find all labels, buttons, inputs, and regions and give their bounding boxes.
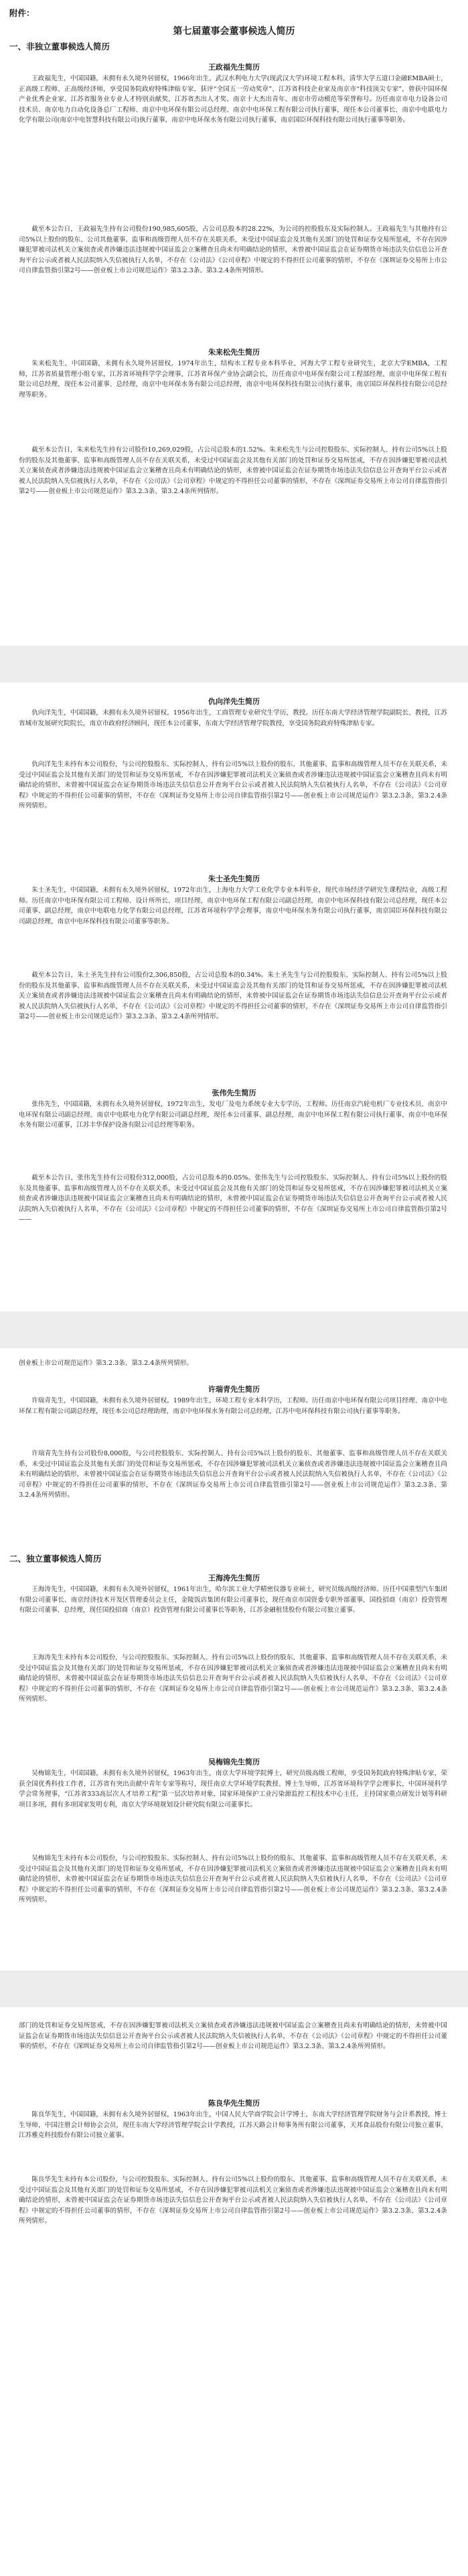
candidate-heading: 仇向洋先生简历 bbox=[208, 697, 260, 706]
candidate-heading: 王政福先生简历 bbox=[208, 63, 260, 72]
candidate-bio: 朱来松先生，中国国籍，未拥有永久境外居留权，1974年出生，结构水工程专业本科毕业，河海大学工程专业研究生，北京大学EMBA，工程师，江苏省质量管理小组专家，江苏省环境科学学会理事，江苏省环保产业协会副会长，历任南京中电环保有限公司工程部经理、南京中电环保工程有限公司总经理，现任本公司董事、总经理，南京中电环保水务有限公司总经理，南京中电环保科技有限公司执行董事，南京国臣环保科技有限公司总经理等职务。 bbox=[19, 360, 447, 399]
document-title: 第七届董事会董事候选人简历 bbox=[173, 26, 295, 37]
candidate-bio: 吴梅锦先生，中国国籍，未拥有永久境外居留权，1963年出生，南京大学环境学院博士，研究员级高级工程师，享受国务院政府特殊津贴专家，荣获全国优秀科技工作者，江苏省有突出贡献中青年专家等称号，现任南京大学环境学院教授、博士生导师，江苏省环境科学学会理事长，中国环境科学学会常务理事，“江苏省333高层次人才培养工程”第一层次培养对象，国家环境保护工业污染源监控工程技术中心主任，主持国家重点研发计划等科研项目多项，拥有多项国家发明专利，南京大学环境规划设计研究院有限公司董事长。 bbox=[19, 1770, 447, 1809]
attachment-label: 附件： bbox=[9, 8, 35, 18]
candidate-holdings: 许瑞青先生持有公司股份8,000股，与公司控股股东、实际控制人、持有公司5%以上股份的股东、其他董事、监事和高级管理人员不存在关联关系，未受过中国证监会及其他有关部门的处罚和证券交易所惩戒，不存在因涉嫌犯罪被司法机关立案侦查或者涉嫌违法违规被中国证监会立案稽查且尚未有明确结论的情形，未曾被中国证监会在证券期货市场违法失信信息公开查询平台公示或者被人民法院纳入失信被执行人名单，不存在《公司法》《公司章程》中规定的不得担任公司董事的情形，不存在《深圳证券交易所上市公司自律监管指引第2号——创业板上市公司规范运作》第3.2.3条、第3.2.4条所列情形。 bbox=[19, 1450, 447, 1499]
candidate-holdings: 截至本公告日，朱来松先生持有公司股份10,269,029股，占公司总股本的1.52%。朱来松先生与公司控股股东、实际控制人、持有公司5%以上股份的股东及其他董事、监事和高级管理人员不存在关联关系，未受过中国证监会及其他有关部门的处罚和证券交易所惩戒，不存在因涉嫌犯罪被司法机关立案侦查或者涉嫌违法违规被中国证监会立案稽查且尚未有明确结论的情形，未曾被中国证监会在证券期货市场违法失信信息公开查询平台公示或者被人民法院纳入失信被执行人名单，不存在《公司法》《公司章程》中规定的不得担任公司董事的情形，不存在《深圳证券交易所上市公司自律监管指引第2号——创业板上市公司规范运作》第3.2.3条、第3.2.4条所列情形。 bbox=[19, 446, 447, 496]
candidate-holdings: 陈良华先生未持有本公司股份，与公司控股股东、实际控制人、持有公司5%以上股份的股东、其他董事、监事和高级管理人员不存在关联关系，未受过中国证监会及其他有关部门的处罚和证券交易所惩戒，不存在因涉嫌犯罪被司法机关立案侦查或者涉嫌违法违规被中国证监会立案稽查且尚未有明确结论的情形，未曾被中国证监会在证券期货市场违法失信信息公开查询平台公示或者被人民法院纳入失信被执行人名单，不存在《公司法》《公司章程》中规定的不得担任公司董事的情形，不存在《深圳证券交易所上市公司自律监管指引第2号——创业板上市公司规范运作》第3.2.3条、第3.2.4条所列情形。 bbox=[19, 2176, 447, 2225]
section-2-title: 二、独立董事候选人简历 bbox=[9, 1554, 102, 1564]
page-gap-3 bbox=[0, 1970, 468, 2007]
candidate-holdings: 吴梅锦先生未持有本公司股份，与公司控股股东、实际控制人、持有公司5%以上股份的股东、其他董事、监事和高级管理人员不存在关联关系，未受过中国证监会及其他有关部门的处罚和证券交易所惩戒，不存在因涉嫌犯罪被司法机关立案侦查或者涉嫌违法违规被中国证监会立案稽查且尚未有明确结论的情形，未曾被中国证监会在证券期货市场违法失信信息公开查询平台公示或者被人民法院纳入失信被执行人名单，不存在《公司法》《公司章程》中规定的不得担任公司董事的情形，不存在《深圳证券交易所上市公司自律监管指引第2号——创业板上市公司规范运作》第3.2.3条、第3.2.4条所列情形。 bbox=[19, 1855, 447, 1904]
candidate-holdings: 王海涛先生未持有本公司股份，与公司控股股东、实际控制人、持有公司5%以上股份的股东、其他董事、监事和高级管理人员不存在关联关系，未受过中国证监会及其他有关部门的处罚和证券交易所惩戒，不存在因涉嫌犯罪被司法机关立案侦查或者涉嫌违法违规被中国证监会立案稽查且尚未有明确结论的情形，未曾被中国证监会在证券期货市场违法失信信息公开查询平台公示或者被人民法院纳入失信被执行人名单，不存在《公司法》《公司章程》中规定的不得担任公司董事的情形，不存在《深圳证券交易所上市公司自律监管指引第2号——创业板上市公司规范运作》第3.2.3条、第3.2.4条所列情形。 bbox=[19, 1654, 447, 1704]
candidate-heading: 许瑞青先生简历 bbox=[208, 1385, 260, 1394]
candidate-heading: 陈良华先生简历 bbox=[208, 2099, 260, 2108]
candidate-holdings: 仇向洋先生未持有本公司股份，与公司控股股东、实际控制人、持有公司5%以上股份的股东、其他董事、监事和高级管理人员不存在关联关系，未受过中国证监会及其他有关部门的处罚和证券交易所惩戒，不存在因涉嫌犯罪被司法机关立案侦查或者涉嫌违法违规被中国证监会立案稽查且尚未有明确结论的情形，未曾被中国证监会在证券期货市场违法失信信息公开查询平台公示或者被人民法院纳入失信被执行人名单，不存在《公司法》《公司章程》中规定的不得担任公司董事的情形，不存在《深圳证券交易所上市公司自律监管指引第2号——创业板上市公司规范运作》第3.2.3条、第3.2.4条所列情形。 bbox=[19, 761, 447, 810]
candidate-bio: 朱士圣先生，中国国籍，未拥有永久境外居留权，1972年出生，上海电力大学工业化学专业本科毕业，现代市场经济学研究生课程结业，高级工程师。历任南京中电环保有限公司工程师、设计所所长、项目经理，南京中电环保工程有限公司副总经理，南京中电环保科技有限公司总经理，现任本公司董事、副总经理，南京中电联电力化学有限公司总经理，江苏省环境科学学会理事，南京中电环保水务有限公司执行董事，南京国臣环保科技有限公司副总经理，南京中电环保科技有限公司董事等职务。 bbox=[19, 887, 447, 925]
candidate-heading: 吴梅锦先生简历 bbox=[208, 1758, 260, 1766]
candidate-heading: 张伟先生简历 bbox=[212, 1089, 256, 1097]
candidate-heading: 朱来松先生简历 bbox=[208, 348, 260, 357]
candidate-holdings: 截至本公告日，王政福先生持有公司股份190,985,605股，占公司总股本的28.22%，为公司的控股股东及实际控制人。王政福先生与其他持有公司5%以上股份的股东、公司其他董事、监事和高级管理人员不存在关联关系，未受过中国证监会及其他有关部门的处罚和证券交易所惩戒，不存在因涉嫌犯罪被司法机关立案侦查或者涉嫌违法违规被中国证监会立案稽查且尚未有明确结论的情形，未曾被中国证监会在证券期货市场违法失信信息公开查询平台公示或者被人民法院纳入失信被执行人名单，不存在《公司法》《公司章程》中规定的不得担任公司董事的情形，不存在《深圳证券交易所上市公司自律监管指引第2号——创业板上市公司规范运作》第3.2.3条、第3.2.4条所列情形。 bbox=[19, 225, 447, 275]
candidate-holdings: 截至本公告日，朱士圣先生持有公司股份2,306,850股，占公司总股本的0.34%。朱士圣先生与公司控股股东、实际控制人、持有公司5%以上股份的股东及其他董事、监事和高级管理人员不存在关联关系，未受过中国证监会及其他有关部门的处罚和证券交易所惩戒，不存在因涉嫌犯罪被司法机关立案侦查或者涉嫌违法违规被中国证监会立案稽查且尚未有明确结论的情形，未曾被中国证监会在证券期货市场违法失信信息公开查询平台公示或者被人民法院纳入失信被执行人名单，不存在《公司法》《公司章程》中规定的不得担任公司董事的情形，不存在《深圳证券交易所上市公司自律监管指引第2号——创业板上市公司规范运作》第3.2.3条、第3.2.4条所列情形。 bbox=[19, 972, 447, 1021]
candidate-bio: 王政福先生，中国国籍，未拥有永久境外居留权，1966年出生，武汉水利电力大学(现武汉大学)环境工程本科，清华大学五道口金融EMBA硕士，正高级工程师、正高级经济师，享受国务院政府特殊津贴专家，获评“全国五一劳动奖章”、江苏省科技企业家及南京市“科技顶尖专家”，曾获中国环保产业优秀企业家、江苏省服务业专业人才特别贡献奖、江苏省杰出人才奖、南京十大杰出青年、南京市劳动模范等荣誉称号。历任南京市电力设备公司技术员、南京电力自动化设备总厂工程师、南京中电环保有限公司总经理、南京中电环保工程有限公司执行董事，现任本公司董事长、南京中电联电力化学有限公司(南京中电智慧科技有限公司)执行董事，南京中电环保水务有限公司执行董事，南京国臣环保科技有限公司执行董事等职务。 bbox=[19, 75, 447, 124]
candidate-bio: 陈良华先生，中国国籍，未拥有永久境外居留权，1963年出生，中国人民大学商学院会计学博士，东南大学经济管理学院财务与会计系教授，博士生导师，中国注册会计师协会会员，现任东南大学经济管理学院会计学教授，江苏天路会计师事务所有限公司董事，天邦食品股份有限公司独立董事，江苏雅克科技股份有限公司独立董事。 bbox=[19, 2111, 447, 2140]
candidate-bio: 张伟先生，中国国籍，未拥有永久境外居留权，1972年出生，发电厂及电力系统专业大专学历，工程师。历任南京汽轮电机厂专业技术员、南京中电环保有限公司副总经理、南京中电联电力化学有限公司副总经理，现任本公司董事、副总经理，南京中电环保工程有限公司执行董事，南京中电环保水务有限公司董事，江苏丰华保护设备有限公司总经理等职务。 bbox=[19, 1101, 447, 1129]
candidate-heading: 王海涛先生简历 bbox=[208, 1574, 260, 1582]
candidate-holdings: 截至本公告日，张伟先生持有公司股份312,000股，占公司总股本的0.05%。张伟先生与公司控股股东、实际控制人、持有公司5%以上股份的股东及其他董事、监事和高级管理人员不存在关联关系，未受过中国证监会及其他有关部门的处罚和证券交易所惩戒，不存在因涉嫌犯罪被司法机关立案侦查或者涉嫌违法违规被中国证监会立案稽查且尚未有明确结论的情形，未曾被中国证监会在证券期货市场违法失信信息公开查询平台公示或者被人民法院纳入失信被执行人名单，不存在《公司法》《公司章程》中规定的不得担任公司董事的情形，不存在《深圳证券交易所上市公司自律监管指引第2号—— bbox=[19, 1174, 447, 1224]
candidate-bio: 王海涛先生，中国国籍，未拥有永久境外居留权，1961年出生，哈尔滨工业大学精密仪器专业硕士，研究员级高级经济师。历任中国重型汽车集团有限公司董事长、南京经济技术开发区管理委员会主任，金陵饭店集团有限公司董事长，现任南京市国资委专职外部董事，国投招商（南京）投资管理有限公司董事、总经理，现任国投招商（南京）投资管理有限公司董事长等职务，江苏金融租赁股份有限公司独立董事。 bbox=[19, 1586, 447, 1615]
page-gap-1 bbox=[0, 646, 468, 682]
page-gap-2 bbox=[0, 1311, 468, 1348]
candidate-bio: 许瑞青先生，中国国籍，未拥有永久境外居留权，1989年出生，环境工程专业本科学历，工程师。历任南京中电环保有限公司项目经理、南京中电环保工程有限公司副总经理，现任本公司总经理助理，南京中电环保水务有限公司总经理，江苏中电环保科技有限公司执行董事等职务。 bbox=[19, 1397, 447, 1415]
section-1-title: 一、非独立董事候选人简历 bbox=[9, 41, 110, 52]
candidate-heading: 朱士圣先生简历 bbox=[208, 875, 260, 883]
carryover-text: 部门的处罚和证券交易所惩戒，不存在因涉嫌犯罪被司法机关立案侦查或者涉嫌违法违规被中国证监会立案稽查且尚未有明确结论的情形，未曾被中国证监会在证券期货市场违法失信信息公开查询平台公示或者被人民法院纳入失信被执行人名单，不存在《公司法》《公司章程》中规定的不得担任公司董事的情形，不存在《深圳证券交易所上市公司自律监管指引第2号——创业板上市公司规范运作》第3.2.3条、第3.2.4条所列情形。 bbox=[19, 2022, 447, 2051]
candidate-bio: 仇向洋先生，中国国籍，未拥有永久境外居留权，1956年出生，工商管理专业研究生学历，教授。历任东南大学经济管理学院副院长、教授，江苏省城市发展研究院院长，南京市政府经济顾问，现任本公司董事，东南大学经济管理学院教授，享受国务院政府特殊津贴专家。 bbox=[19, 709, 447, 727]
carryover-text: 创业板上市公司规范运作》第3.2.3条、第3.2.4条所列情形。 bbox=[19, 1360, 193, 1367]
